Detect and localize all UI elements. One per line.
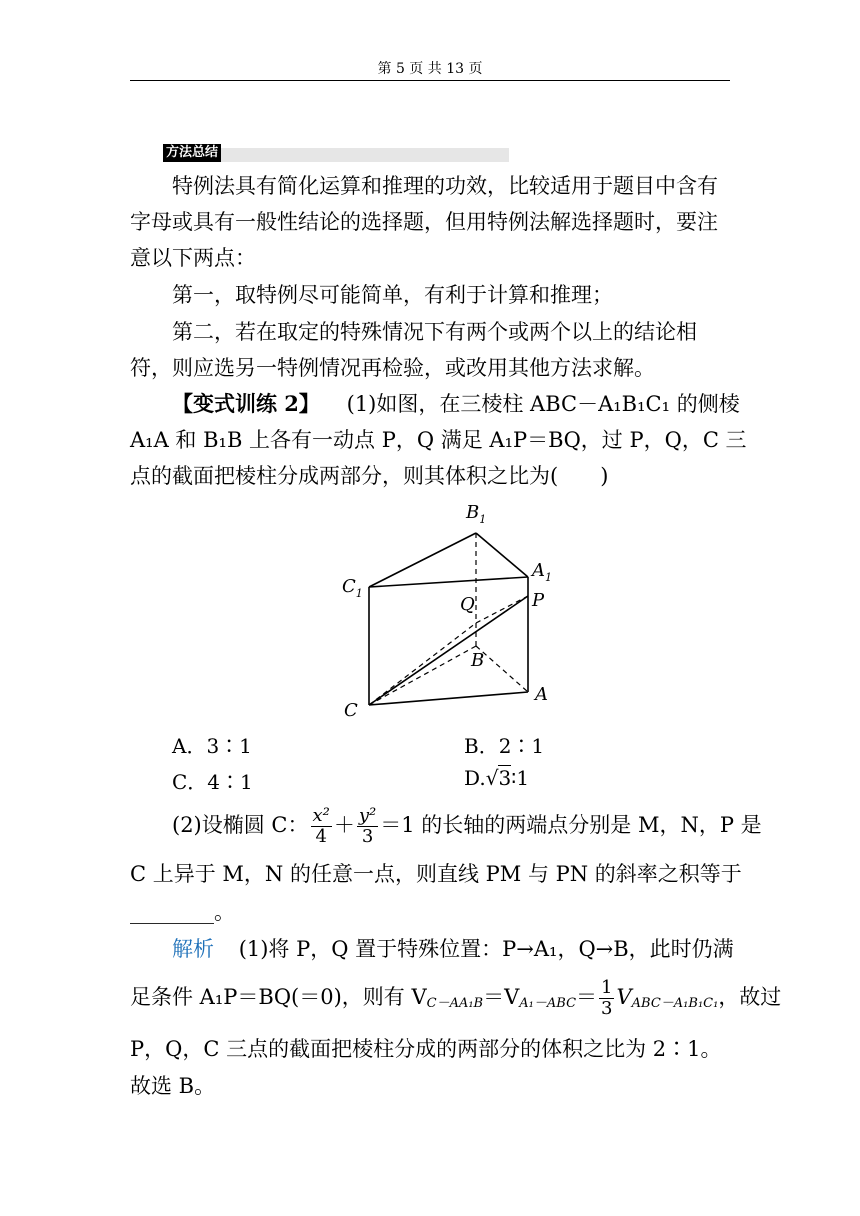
label-b: B (471, 650, 485, 671)
label-c1: $C_1$ (342, 576, 363, 600)
option-d-suffix: ∶1 (511, 766, 530, 790)
sol-eq: ＝V (483, 985, 520, 1009)
sol-l2-post: ，故过 (718, 985, 782, 1009)
prism-figure (330, 498, 590, 728)
exercise-q1-line1: (1)如图，在三棱柱 ABC－A₁B₁C₁ 的侧棱 (346, 392, 740, 416)
sol-sub2: A₁－ABC (519, 996, 577, 1011)
summary-p1-line2: 字母或具有一般性结论的选择题，但用特例法解选择题时，要注 (130, 210, 718, 234)
q2-plus: ＋ (333, 813, 355, 837)
q2-line2: C 上异于 M，N 的任意一点，则直线 PM 与 PN 的斜率之积等于 (130, 862, 742, 886)
frac-one-third: $\frac{1}{3}$ (601, 977, 613, 1019)
solution-line4: 故选 B。 (130, 1074, 216, 1098)
summary-p1-line3: 意以下两点： (130, 246, 256, 270)
sol-l2-pre: 足条件 A₁P＝BQ(＝0)，则有 V (130, 985, 427, 1009)
header-rule (130, 80, 730, 81)
solution-l1-text: (1)将 P，Q 置于特殊位置：P→A₁，Q→B，此时仍满 (238, 937, 734, 961)
exercise-q1-line3: 点的截面把棱柱分成两部分，则其体积之比为( ) (130, 464, 609, 488)
label-q: Q (460, 594, 475, 615)
option-b[interactable]: B．2∶1 (464, 734, 545, 758)
summary-p1-line1: 特例法具有简化运算和推理的功效，比较适用于题目中含有 (172, 174, 718, 198)
summary-p2: 第一，取特例尽可能简单，有利于计算和推理； (172, 283, 613, 307)
summary-p3-line1: 第二，若在取定的特殊情况下有两个或两个以上的结论相 (172, 320, 697, 344)
solution-line2 (130, 978, 781, 1019)
label-p: P (532, 590, 545, 611)
sol-v: V (616, 985, 632, 1009)
exercise-q1-line2: A₁A 和 B₁B 上各有一动点 P，Q 满足 A₁P＝BQ，过 P，Q，C 三 (130, 428, 747, 452)
exercise-title: 【变式训练 2】 (172, 391, 320, 416)
frac-x: $\frac{\text{x²}}{4}$ (312, 805, 330, 847)
summary-p3-line2: 符，则应选另一特例情况再检验，或改用其他方法求解。 (130, 356, 655, 380)
sol-eq2: ＝ (576, 985, 598, 1009)
option-d-prefix: D. (464, 766, 486, 790)
section-tag: 方法总结 (163, 144, 221, 162)
label-c: C (344, 700, 358, 721)
q2-line3: ________。 (130, 900, 235, 924)
q2-suffix: ＝1 的长轴的两端点分别是 M，N，P 是 (380, 813, 762, 837)
solution-label: 解析 (172, 937, 214, 961)
q2-line1 (172, 806, 762, 847)
option-d[interactable] (464, 766, 529, 790)
label-b1: $B_1$ (466, 502, 487, 526)
sqrt-sign: √ (485, 766, 499, 790)
option-c[interactable]: C．4∶1 (172, 770, 253, 794)
page-header: 第 5 页 共 13 页 (377, 61, 483, 77)
exercise-line1 (172, 390, 740, 418)
sol-sub1: C－AA₁B (426, 996, 484, 1011)
label-a: A (535, 684, 548, 705)
option-d-root: 3 (498, 766, 512, 790)
solution-line1 (172, 935, 734, 963)
sol-sub3: ABC－A₁B₁C₁ (631, 996, 719, 1011)
option-a[interactable]: A．3∶1 (172, 734, 252, 758)
solution-line3: P，Q，C 三点的截面把棱柱分成的两部分的体积之比为 2∶1。 (130, 1037, 722, 1061)
q2-prefix: (2)设椭圆 C： (172, 813, 309, 837)
frac-y: $\frac{\text{y²}}{3}$ (358, 805, 377, 847)
label-a1: $A_1$ (532, 560, 552, 584)
